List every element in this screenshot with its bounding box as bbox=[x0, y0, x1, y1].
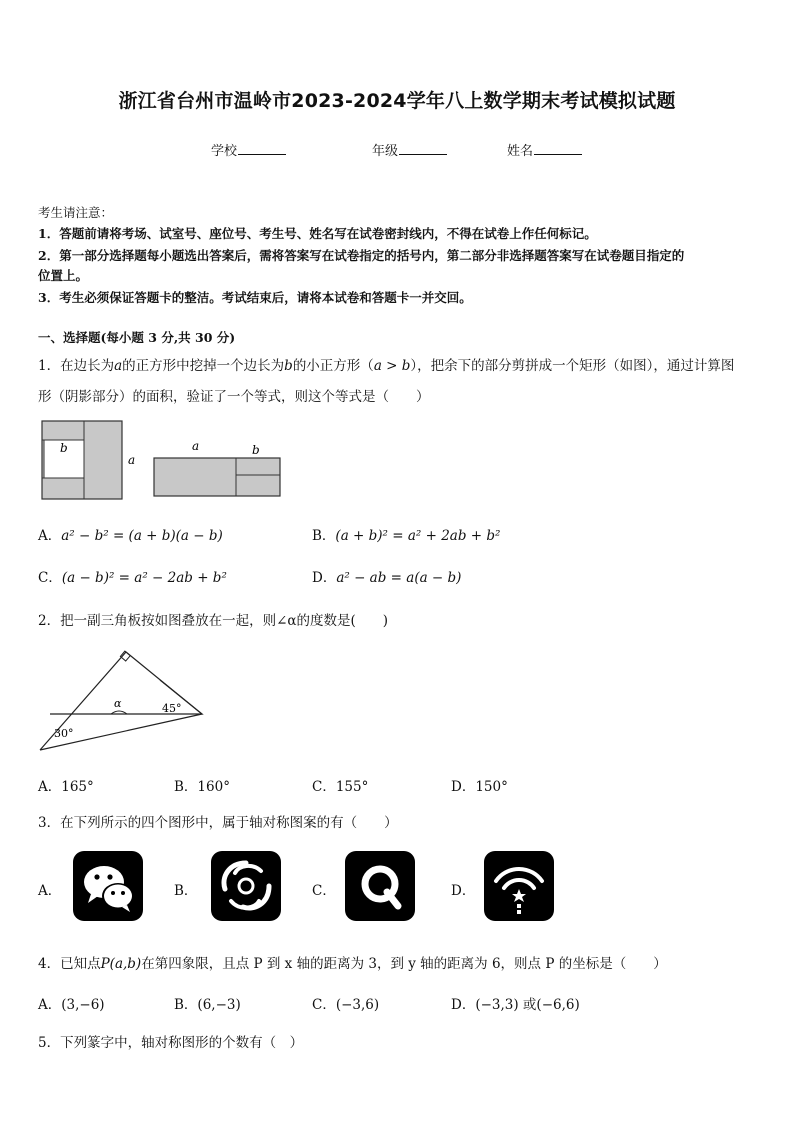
name-field[interactable] bbox=[507, 140, 582, 159]
option-value: 165° bbox=[61, 779, 94, 795]
option-value: (−3,6) bbox=[335, 997, 380, 1013]
q4-text: 在第四象限，且点 P 到 x 轴的距离为 3，到 y 轴的距离为 6，则点 P 的坐标是（ ） bbox=[141, 956, 667, 972]
notice-item: 1．答题前请将考场、试室号、座位号、考生号、姓名写在试卷密封线内，不得在试卷上作任何标记。 bbox=[38, 226, 597, 241]
chat-bubbles-icon bbox=[73, 851, 143, 921]
q2-option-c[interactable] bbox=[312, 775, 368, 795]
q1-label-b: b bbox=[60, 441, 68, 455]
q2-option-a[interactable] bbox=[38, 775, 94, 795]
school-field[interactable] bbox=[211, 140, 286, 159]
option-label: D． bbox=[312, 570, 337, 586]
q1-text: 1．在边长为 bbox=[38, 358, 115, 374]
option-value: (6,−3) bbox=[197, 997, 241, 1013]
q2-option-b[interactable] bbox=[174, 775, 230, 795]
question-5: 5．下列篆字中，轴对称图形的个数有（ ） bbox=[38, 1035, 304, 1051]
q3-option-c-label[interactable]: C． bbox=[312, 883, 336, 899]
question-1-line-2: 形（阴影部分）的面积，验证了一个等式，则这个等式是（ ） bbox=[38, 389, 430, 405]
grade-label: 年级 bbox=[372, 144, 399, 159]
grade-field[interactable] bbox=[372, 140, 447, 159]
q1-label-a-top: a bbox=[192, 439, 200, 453]
q1-option-c[interactable] bbox=[38, 566, 227, 586]
q3-option-d-label[interactable]: D． bbox=[451, 883, 476, 899]
swirl-icon bbox=[211, 851, 281, 921]
option-label: A． bbox=[38, 779, 62, 795]
option-label: B． bbox=[174, 779, 198, 795]
option-value: (−3,3) 或(−6,6) bbox=[475, 997, 580, 1013]
option-label: C． bbox=[38, 570, 62, 586]
q2-label-alpha: α bbox=[114, 697, 122, 710]
q1-text: 的小正方形（ bbox=[292, 358, 374, 374]
q4-option-d[interactable] bbox=[451, 993, 580, 1013]
q3-option-b-label[interactable]: B． bbox=[174, 883, 198, 899]
q2-label-30: 30° bbox=[54, 727, 74, 740]
option-label: A． bbox=[38, 528, 62, 544]
q4-option-a[interactable] bbox=[38, 993, 105, 1013]
notice-item: 3．考生必须保证答题卡的整洁。考试结束后，请将本试卷和答题卡一并交回。 bbox=[38, 290, 472, 305]
q2-label-45: 45° bbox=[162, 702, 182, 715]
q1-var-b: b bbox=[284, 358, 293, 374]
q1-option-d[interactable] bbox=[312, 566, 461, 586]
option-expr: (a + b)² = a² + 2ab + b² bbox=[335, 528, 501, 544]
notice-heading: 考生请注意： bbox=[38, 205, 114, 220]
grade-blank[interactable] bbox=[399, 141, 447, 155]
option-value: 155° bbox=[335, 779, 369, 795]
wifi-star-icon bbox=[484, 851, 554, 921]
q3-option-a-label[interactable]: A． bbox=[38, 883, 62, 899]
q1-option-b[interactable] bbox=[312, 524, 500, 544]
q2-option-d[interactable] bbox=[451, 775, 508, 795]
option-label: C． bbox=[312, 997, 336, 1013]
option-label: A． bbox=[38, 997, 62, 1013]
name-blank[interactable] bbox=[534, 141, 582, 155]
school-blank[interactable] bbox=[238, 141, 286, 155]
q1-text: ），把余下的部分剪拼成一个矩形（如图），通过计算图 bbox=[410, 358, 735, 374]
q4-point: P(a,b) bbox=[100, 956, 142, 972]
q-letter-icon bbox=[345, 851, 415, 921]
option-value: 160° bbox=[197, 779, 230, 795]
option-label: D． bbox=[451, 997, 476, 1013]
option-label: B． bbox=[174, 997, 198, 1013]
q1-option-a[interactable] bbox=[38, 524, 223, 544]
notice-item: 2．第一部分选择题每小题选出答案后，需将答案写在试卷指定的括号内，第二部分非选择题答案写在试卷题目指定的 bbox=[38, 248, 685, 263]
option-label: D． bbox=[451, 779, 476, 795]
name-label: 姓名 bbox=[507, 144, 534, 159]
section-heading: 一、选择题(每小题 3 分,共 30 分) bbox=[38, 330, 236, 345]
q4-option-c[interactable] bbox=[312, 993, 379, 1013]
question-3: 3．在下列所示的四个图形中，属于轴对称图案的有（ ） bbox=[38, 815, 398, 831]
q4-text: 4．已知点 bbox=[38, 956, 101, 972]
option-label: B． bbox=[312, 528, 336, 544]
q1-condition: a > b bbox=[373, 358, 411, 374]
q4-option-b[interactable] bbox=[174, 993, 241, 1013]
q1-var-a: a bbox=[114, 358, 123, 374]
page-title: 浙江省台州市温岭市2023-2024学年八上数学期末考试模拟试题 bbox=[118, 90, 676, 112]
option-expr: (a − b)² = a² − 2ab + b² bbox=[61, 570, 227, 586]
option-value: (3,−6) bbox=[61, 997, 105, 1013]
option-value: 150° bbox=[475, 779, 508, 795]
option-expr: a² − b² = (a + b)(a − b) bbox=[61, 528, 223, 544]
option-expr: a² − ab = a(a − b) bbox=[336, 570, 462, 586]
question-4 bbox=[38, 952, 667, 972]
question-1-line-1 bbox=[38, 354, 734, 374]
school-label: 学校 bbox=[211, 144, 238, 159]
q1-figure bbox=[38, 418, 288, 502]
q1-label-a: a bbox=[128, 453, 136, 467]
q1-label-b-right: b bbox=[252, 443, 260, 457]
question-2: 2．把一副三角板按如图叠放在一起，则∠α的度数是( ) bbox=[38, 613, 389, 629]
option-label: C． bbox=[312, 779, 336, 795]
q1-rectangle bbox=[154, 458, 280, 496]
notice-item: 位置上。 bbox=[38, 268, 89, 283]
q1-text: 的正方形中挖掉一个边长为 bbox=[122, 358, 285, 374]
q2-figure bbox=[34, 644, 206, 756]
